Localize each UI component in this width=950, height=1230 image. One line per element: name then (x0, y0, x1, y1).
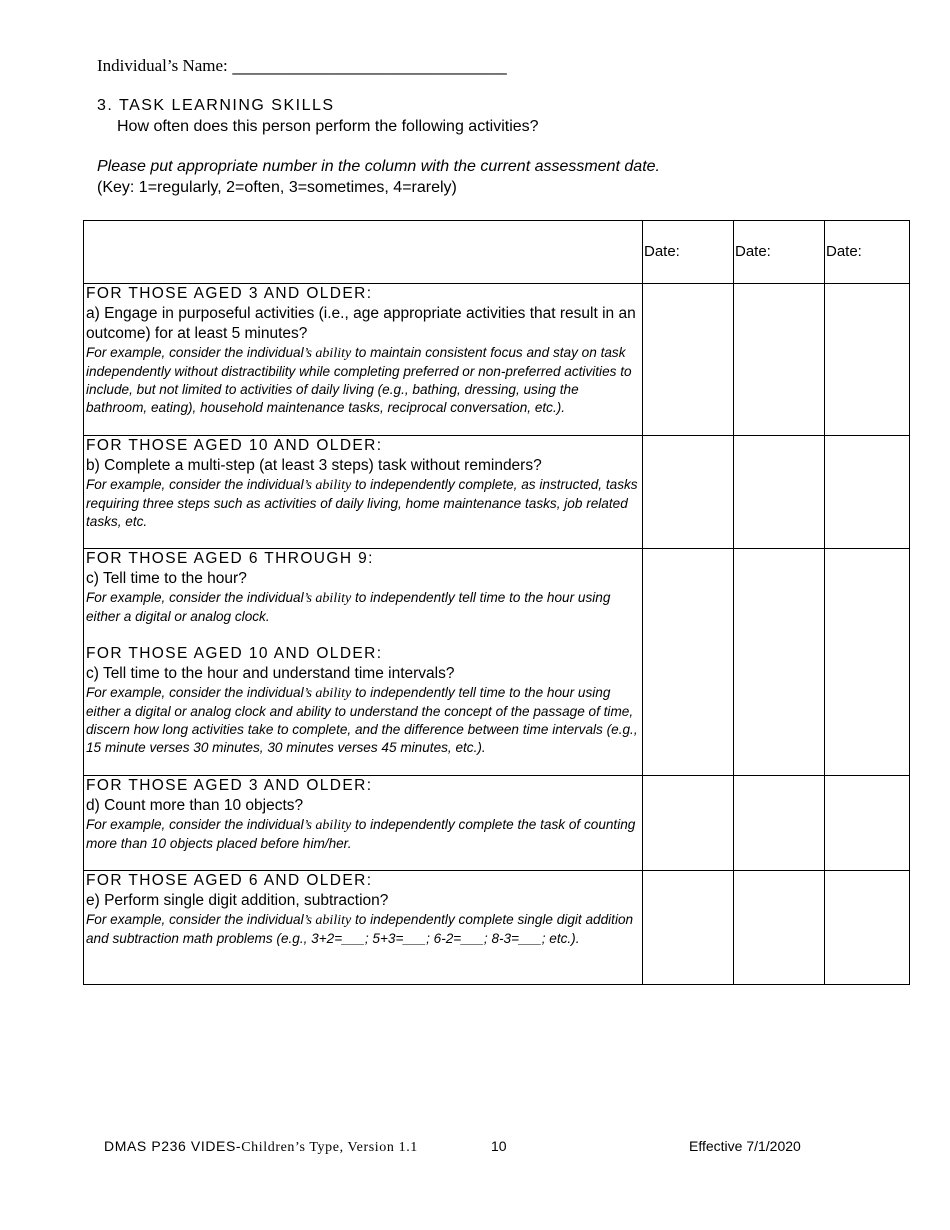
table-row (84, 776, 910, 871)
table-row (84, 284, 910, 436)
header-blank-cell (84, 221, 643, 284)
age-group-label: FOR THOSE AGED 10 AND OLDER: (86, 645, 383, 662)
table-header-row (84, 221, 910, 284)
item-c-cell (84, 549, 643, 776)
rating-cell[interactable] (825, 284, 910, 436)
section-title: 3. TASK LEARNING SKILLS (97, 97, 335, 114)
rating-cell[interactable] (825, 436, 910, 549)
date-header-1: Date: (643, 221, 734, 284)
rating-cell[interactable] (734, 284, 825, 436)
instruction-text: Please put appropriate number in the column with the current assessment date. (97, 158, 660, 175)
date-header-2: Date: (734, 221, 825, 284)
rating-cell[interactable] (734, 871, 825, 985)
item-example: For example, consider the individual’s ability to independently complete the task of counting more than 10 objects placed before him/her. (86, 817, 636, 851)
effective-date: Effective 7/1/2020 (689, 1138, 801, 1154)
item-example: For example, consider the individual’s ability to independently complete, as instructed, tasks requiring three steps such as activities of daily living, home maintenance tasks, job related tasks, etc. (86, 477, 638, 529)
item-question: e) Perform single digit addition, subtraction? (86, 892, 389, 909)
rating-cell[interactable] (643, 436, 734, 549)
table-row (84, 549, 910, 776)
age-group-label: FOR THOSE AGED 6 THROUGH 9: (86, 550, 374, 567)
age-group-label: FOR THOSE AGED 3 AND OLDER: (86, 285, 373, 302)
item-question: b) Complete a multi-step (at least 3 steps) task without reminders? (86, 457, 542, 474)
item-b-cell (84, 436, 643, 549)
page-number: 10 (491, 1138, 507, 1154)
rating-cell[interactable] (734, 776, 825, 871)
name-blank: _____________________________ (232, 56, 507, 75)
footer-form-id: DMAS P236 VIDES-Children’s Type, Version 1.1 (104, 1138, 418, 1155)
rating-cell[interactable] (825, 871, 910, 985)
item-example: For example, consider the individual’s ability to maintain consistent focus and stay on task independently without distractibility while completing preferred or non-preferred activities to include, but not limited to activities of daily living (e.g., bathing, dressing, using the bathroom, eating), household maintenance tasks, reciprocal conversation, etc.). (86, 345, 632, 415)
rating-cell[interactable] (734, 436, 825, 549)
age-group-label: FOR THOSE AGED 6 AND OLDER: (86, 872, 373, 889)
table-row (84, 436, 910, 549)
rating-cell[interactable] (643, 284, 734, 436)
item-example: For example, consider the individual’s ability to independently tell time to the hour using either a digital or analog clock and ability to understand the concept of the passage of time, discern how long activities take to complete, and the difference between time intervals (e.g., 15 minute verses 30 minutes, 30 minutes verses 45 minutes, etc.). (86, 685, 638, 755)
table-row (84, 871, 910, 985)
item-question: a) Engage in purposeful activities (i.e., age appropriate activities that result in an outcome) for at least 5 minutes? (86, 305, 636, 342)
name-label: Individual’s Name: (97, 56, 228, 75)
item-question: c) Tell time to the hour and understand time intervals? (86, 665, 455, 682)
rating-cell[interactable] (643, 776, 734, 871)
rating-cell[interactable] (825, 549, 910, 776)
item-a-cell (84, 284, 643, 436)
item-example: For example, consider the individual’s ability to independently tell time to the hour using either a digital or analog clock. (86, 590, 611, 624)
section-question: How often does this person perform the following activities? (117, 118, 539, 135)
item-e-cell (84, 871, 643, 985)
rating-cell[interactable] (734, 549, 825, 776)
rating-cell[interactable] (643, 549, 734, 776)
item-question: c) Tell time to the hour? (86, 570, 247, 587)
rating-cell[interactable] (825, 776, 910, 871)
age-group-label: FOR THOSE AGED 10 AND OLDER: (86, 437, 383, 454)
assessment-table (83, 220, 910, 985)
date-header-3: Date: (825, 221, 910, 284)
age-group-label: FOR THOSE AGED 3 AND OLDER: (86, 777, 373, 794)
individual-name-line (97, 56, 507, 76)
rating-key: (Key: 1=regularly, 2=often, 3=sometimes, 4=rarely) (97, 179, 457, 196)
rating-cell[interactable] (643, 871, 734, 985)
item-question: d) Count more than 10 objects? (86, 797, 304, 814)
item-example: For example, consider the individual’s ability to independently complete single digit addition and subtraction math problems (e.g., 3+2=___; 5+3=___; 6-2=___; 8-3=___; etc.). (86, 912, 634, 946)
item-d-cell (84, 776, 643, 871)
